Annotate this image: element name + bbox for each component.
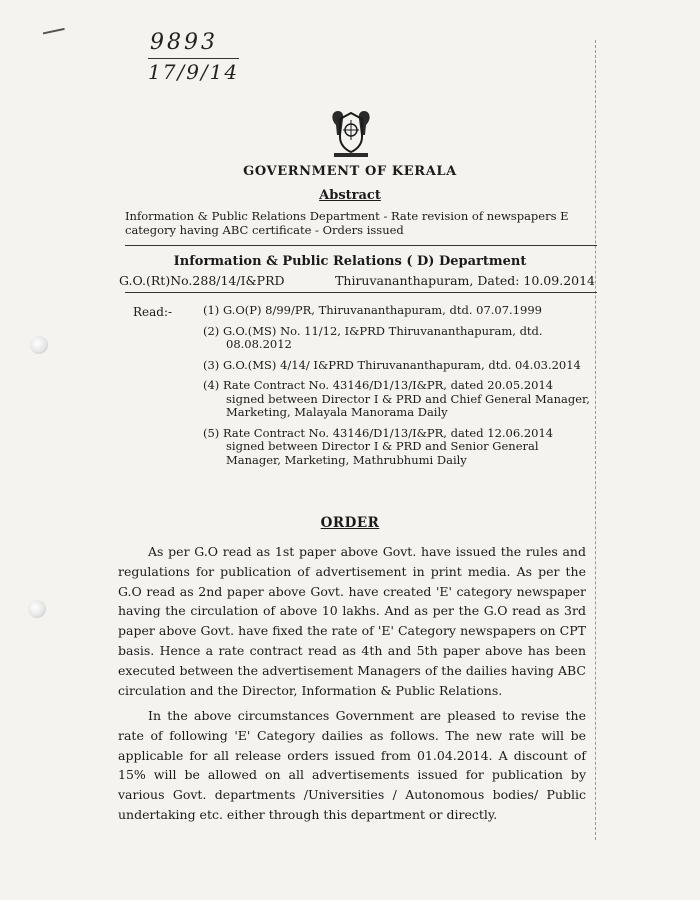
punch-hole-bottom <box>28 600 46 618</box>
order-paragraph-2: In the above circumstances Government are pleased to revise the rate of following 'E' Category dailies as follows. The new rate will be applicable for all release orders issued from 01.04.2014. A discount of 15% will be allowed on all advertisements issued for publication by various Govt. departments /Universities / Autonomous bodies/ Public undertaking etc. either through this department or directly. <box>118 708 586 822</box>
handwritten-date: 17/9/14 <box>148 60 240 84</box>
department-title: Information & Public Relations ( D) Department <box>173 254 527 269</box>
divider-top <box>125 245 597 246</box>
page-edge-shadow <box>595 40 596 840</box>
read-label: Read:- <box>133 305 173 319</box>
punch-hole-top <box>30 336 48 354</box>
reference-item: (4) Rate Contract No. 43146/D1/13/I&PR, dated 20.05.2014 signed between Director I & PRD and Chief General Manager, Marketing, Malayala Manorama Daily <box>203 378 590 419</box>
reference-item: (2) G.O.(MS) No. 11/12, I&PRD Thiruvananthapuram, dtd. 08.08.2012 <box>203 323 543 351</box>
reference-list <box>203 304 593 474</box>
reference-item: (1) G.O(P) 8/99/PR, Thiruvananthapuram, dtd. 07.07.1999 <box>203 303 542 317</box>
kerala-emblem-icon <box>326 105 376 160</box>
order-heading: ORDER <box>320 515 380 531</box>
place-date: Thiruvananthapuram, Dated: 10.09.2014 <box>335 273 595 288</box>
go-number: G.O.(Rt)No.288/14/I&PRD <box>119 273 285 288</box>
reference-item: (3) G.O.(MS) 4/14/ I&PRD Thiruvananthapuram, dtd. 04.03.2014 <box>203 357 581 372</box>
go-line <box>119 273 595 288</box>
pen-mark <box>43 28 67 46</box>
divider-bottom <box>125 292 597 293</box>
order-paragraph-1: As per G.O read as 1st paper above Govt. have issued the rules and regulations for publication of advertisement in print media. As per the G.O read as 2nd paper above Govt. have created 'E' category newspaper having the circulation of above 10 lakhs. And as per the G.O read as 3rd paper above Govt. have fixed the rate of 'E' Category newspapers on CPT basis. Hence a rate contract read as 4th and 5th paper above has been executed between the advertisement Managers of the dailies having ABC circulation and the Director, Information & Public Relations. <box>118 544 586 698</box>
reference-item: (5) Rate Contract No. 43146/D1/13/I&PR, dated 12.06.2014 signed between Director I & PRD and Senior General Manager, Marketing, Mathrubhumi Daily <box>203 425 554 467</box>
subject-text: Information & Public Relations Department - Rate revision of newspapers E category having ABC certificate - Orders issued <box>125 209 569 237</box>
government-title: GOVERNMENT OF KERALA <box>243 164 457 179</box>
abstract-label: Abstract <box>319 188 381 203</box>
handwritten-number: 9893 <box>150 30 218 55</box>
